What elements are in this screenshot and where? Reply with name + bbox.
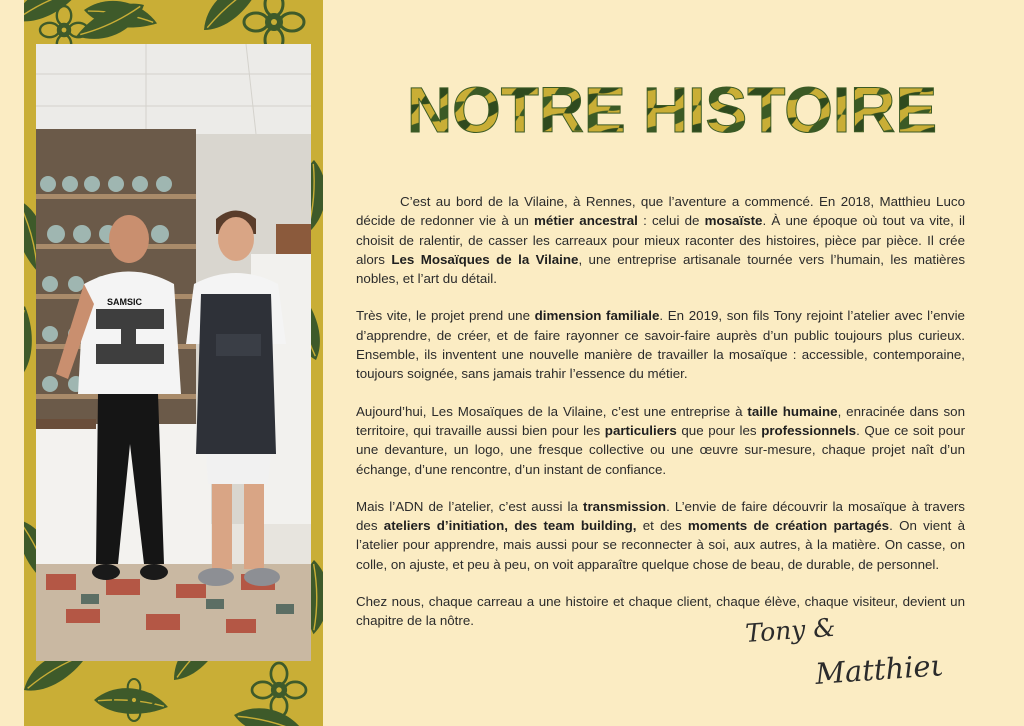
- story-body: [356, 192, 965, 649]
- emphasis-text: particuliers: [604, 422, 677, 438]
- emphasis-text: ateliers d’initiation, des team building,: [383, 518, 637, 534]
- paragraph-text: que pour les: [676, 422, 762, 438]
- story-paragraph-1: [356, 192, 965, 288]
- paragraph-text: . Que ce soit pour une devanture, un logo, une fresque collective ou une œuvre sur-mesure, chaque projet naît d’un échange, d’une rencontre, d’un instant de confiance.: [356, 422, 966, 477]
- paragraph-text: Mais l’ADN de l’atelier, c’est aussi la: [356, 498, 584, 514]
- paragraph-text: C’est au bord de la Vilaine, à Rennes, que l’aventure a commencé. En 2018, Matthieu Luco décide de redonner vie à un: [356, 194, 965, 229]
- paragraph-text: Très vite, le projet prend une: [356, 308, 535, 324]
- page-title: [405, 78, 940, 140]
- signature-line-2: Matthieu: [814, 647, 942, 691]
- emphasis-text: moments de création partagés: [687, 518, 890, 534]
- paragraph-text: , une entreprise artisanale tournée vers l’humain, les matières nobles, et l’art du détail.: [356, 251, 965, 287]
- paragraph-text: . On vient à l’atelier pour apprendre, mais aussi pour se reconnecter à soi, aux autres, à la matière. On casse, on colle, on ajuste, et peu à peu, on voit apparaître quelque chose de beau, de durable, de personnel.: [356, 518, 966, 572]
- paragraph-text: . En 2019, son fils Tony rejoint l’atelier avec l’envie d’apprendre, de créer, et de faire rayonner ce savoir-faire auprès d’un public toujours plus curieux. Ensemble, ils inventent une nouvelle manière de travailler la mosaïque : accessible, contemporaine, toujours soignée, sans jamais trahir l’essence du métier.: [356, 308, 965, 382]
- emphasis-text: professionnels: [761, 422, 857, 438]
- paragraph-text: et des: [636, 518, 688, 534]
- jersey-sponsor-text: SAMSIC: [107, 297, 143, 307]
- story-paragraph-2: [356, 306, 965, 383]
- emphasis-text: Les Mosaïques de la Vilaine: [391, 251, 579, 267]
- story-paragraph-3: [356, 402, 965, 479]
- emphasis-text: transmission: [583, 498, 667, 514]
- signature: [742, 612, 942, 696]
- emphasis-text: taille humaine: [747, 403, 838, 419]
- emphasis-text: dimension familiale: [534, 308, 660, 324]
- emphasis-text: métier ancestral: [534, 213, 638, 229]
- paragraph-text: . À une époque où tout va vite, il choisit de ralentir, de casser les carreaux pour mieux raconter des histoires, pièce par pièce. Il crée alors: [356, 213, 965, 267]
- paragraph-text: Aujourd’hui, Les Mosaïques de la Vilaine, c’est une entreprise à: [356, 403, 748, 419]
- decorative-floral-panel: [24, 0, 323, 726]
- paragraph-text: . L’envie de faire découvrir la mosaïque à travers des: [356, 498, 965, 534]
- paragraph-text: , enracinée dans son territoire, qui travaille aussi bien pour les: [356, 403, 966, 438]
- emphasis-text: mosaïste: [704, 213, 763, 229]
- founders-photo: [36, 44, 311, 661]
- page-title-text: NOTRE HISTOIRE: [407, 78, 937, 140]
- founders-photo-illustration: [36, 44, 311, 661]
- story-paragraph-4: [356, 497, 965, 574]
- paragraph-text: Chez nous, chaque carreau a une histoire et chaque client, chaque élève, chaque visiteur, devient un chapitre de la nôtre.: [356, 594, 965, 629]
- signature-line-1: Tony &: [744, 612, 837, 648]
- paragraph-text: : celui de: [637, 213, 705, 229]
